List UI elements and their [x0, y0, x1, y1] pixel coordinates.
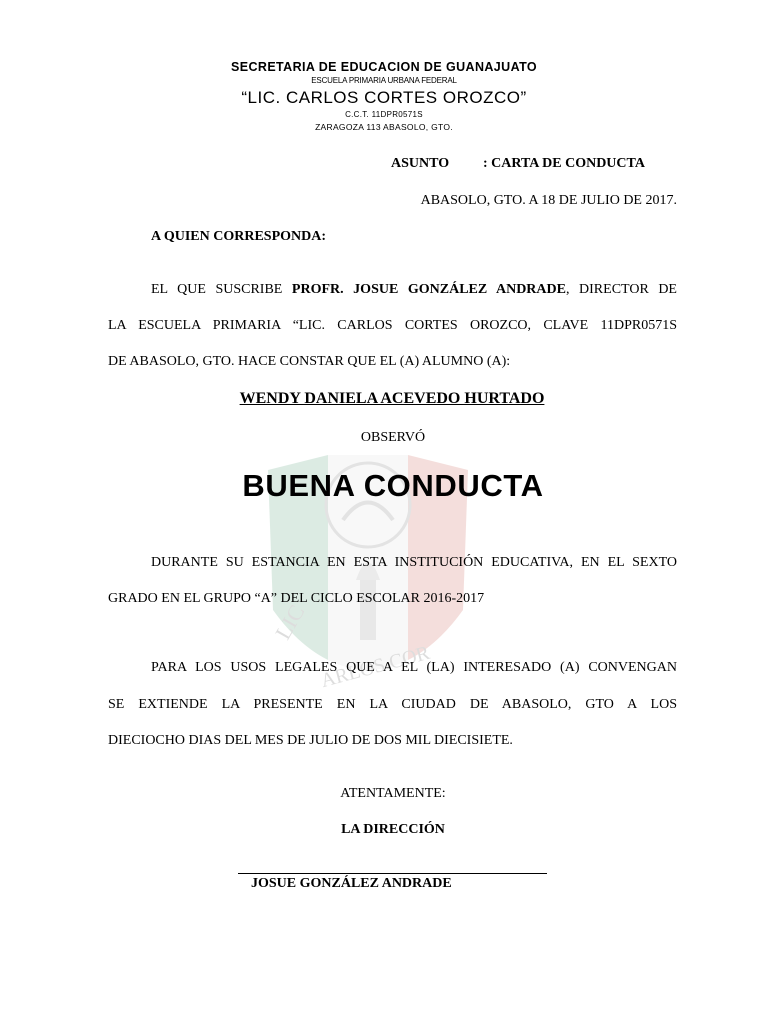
header-escuela-tipo: ESCUELA PRIMARIA URBANA FEDERAL — [311, 76, 457, 85]
parrafo3-linea1: PARA LOS USOS LEGALES QUE A EL (LA) INTERESADO (A) CONVENGAN — [151, 660, 677, 675]
alumno-nombre: WENDY DANIELA ACEVEDO HURTADO — [239, 390, 545, 407]
la-direccion: LA DIRECCIÓN — [341, 822, 445, 837]
header-secretaria: SECRETARIA DE EDUCACION DE GUANAJUATO — [230, 60, 538, 74]
asunto-label: ASUNTO — [391, 156, 450, 171]
parrafo1-linea2: LA ESCUELA PRIMARIA “LIC. CARLOS CORTES OROZCO, CLAVE 11DPR0571S — [108, 318, 677, 333]
fecha: ABASOLO, GTO. A 18 DE JULIO DE 2017. — [420, 193, 677, 208]
header-escuela-nombre: “LIC. CARLOS CORTES OROZCO” — [241, 88, 527, 107]
parrafo1-linea3: DE ABASOLO, GTO. HACE CONSTAR QUE EL (A) ALUMNO (A): — [108, 354, 511, 369]
asunto-line — [391, 156, 645, 172]
watermark-text-bottom: ARLOS COR — [318, 641, 433, 693]
saludo: A QUIEN CORRESPONDA: — [151, 229, 327, 244]
buena-conducta-title: BUENA CONDUCTA — [242, 468, 544, 503]
observo: OBSERVÓ — [360, 430, 426, 445]
signature-name: JOSUE GONZÁLEZ ANDRADE — [251, 876, 452, 891]
director-nombre: PROFR. JOSUE GONZÁLEZ ANDRADE — [291, 282, 566, 297]
parrafo1-post: , DIRECTOR DE — [565, 282, 677, 297]
asunto-value: : CARTA DE CONDUCTA — [483, 156, 645, 171]
parrafo1-linea1 — [151, 282, 677, 298]
parrafo1-pre: EL QUE SUSCRIBE — [151, 282, 292, 297]
header-cct: C.C.T. 11DPR0571S — [345, 110, 423, 119]
parrafo2-linea2: GRADO EN EL GRUPO “A” DEL CICLO ESCOLAR 2016-2017 — [108, 591, 485, 606]
header-direccion: ZARAGOZA 113 ABASOLO, GTO. — [315, 122, 453, 132]
watermark-text-left: LIC — [270, 600, 310, 644]
signature-line — [238, 873, 547, 874]
parrafo2-linea1: DURANTE SU ESTANCIA EN ESTA INSTITUCIÓN EDUCATIVA, EN EL SEXTO — [151, 555, 677, 570]
parrafo3-linea3: DIECIOCHO DIAS DEL MES DE JULIO DE DOS MIL DIECISIETE. — [108, 733, 513, 748]
atentamente: ATENTAMENTE: — [340, 786, 446, 801]
parrafo3-linea2: SE EXTIENDE LA PRESENTE EN LA CIUDAD DE ABASOLO, GTO A LOS — [108, 697, 677, 712]
